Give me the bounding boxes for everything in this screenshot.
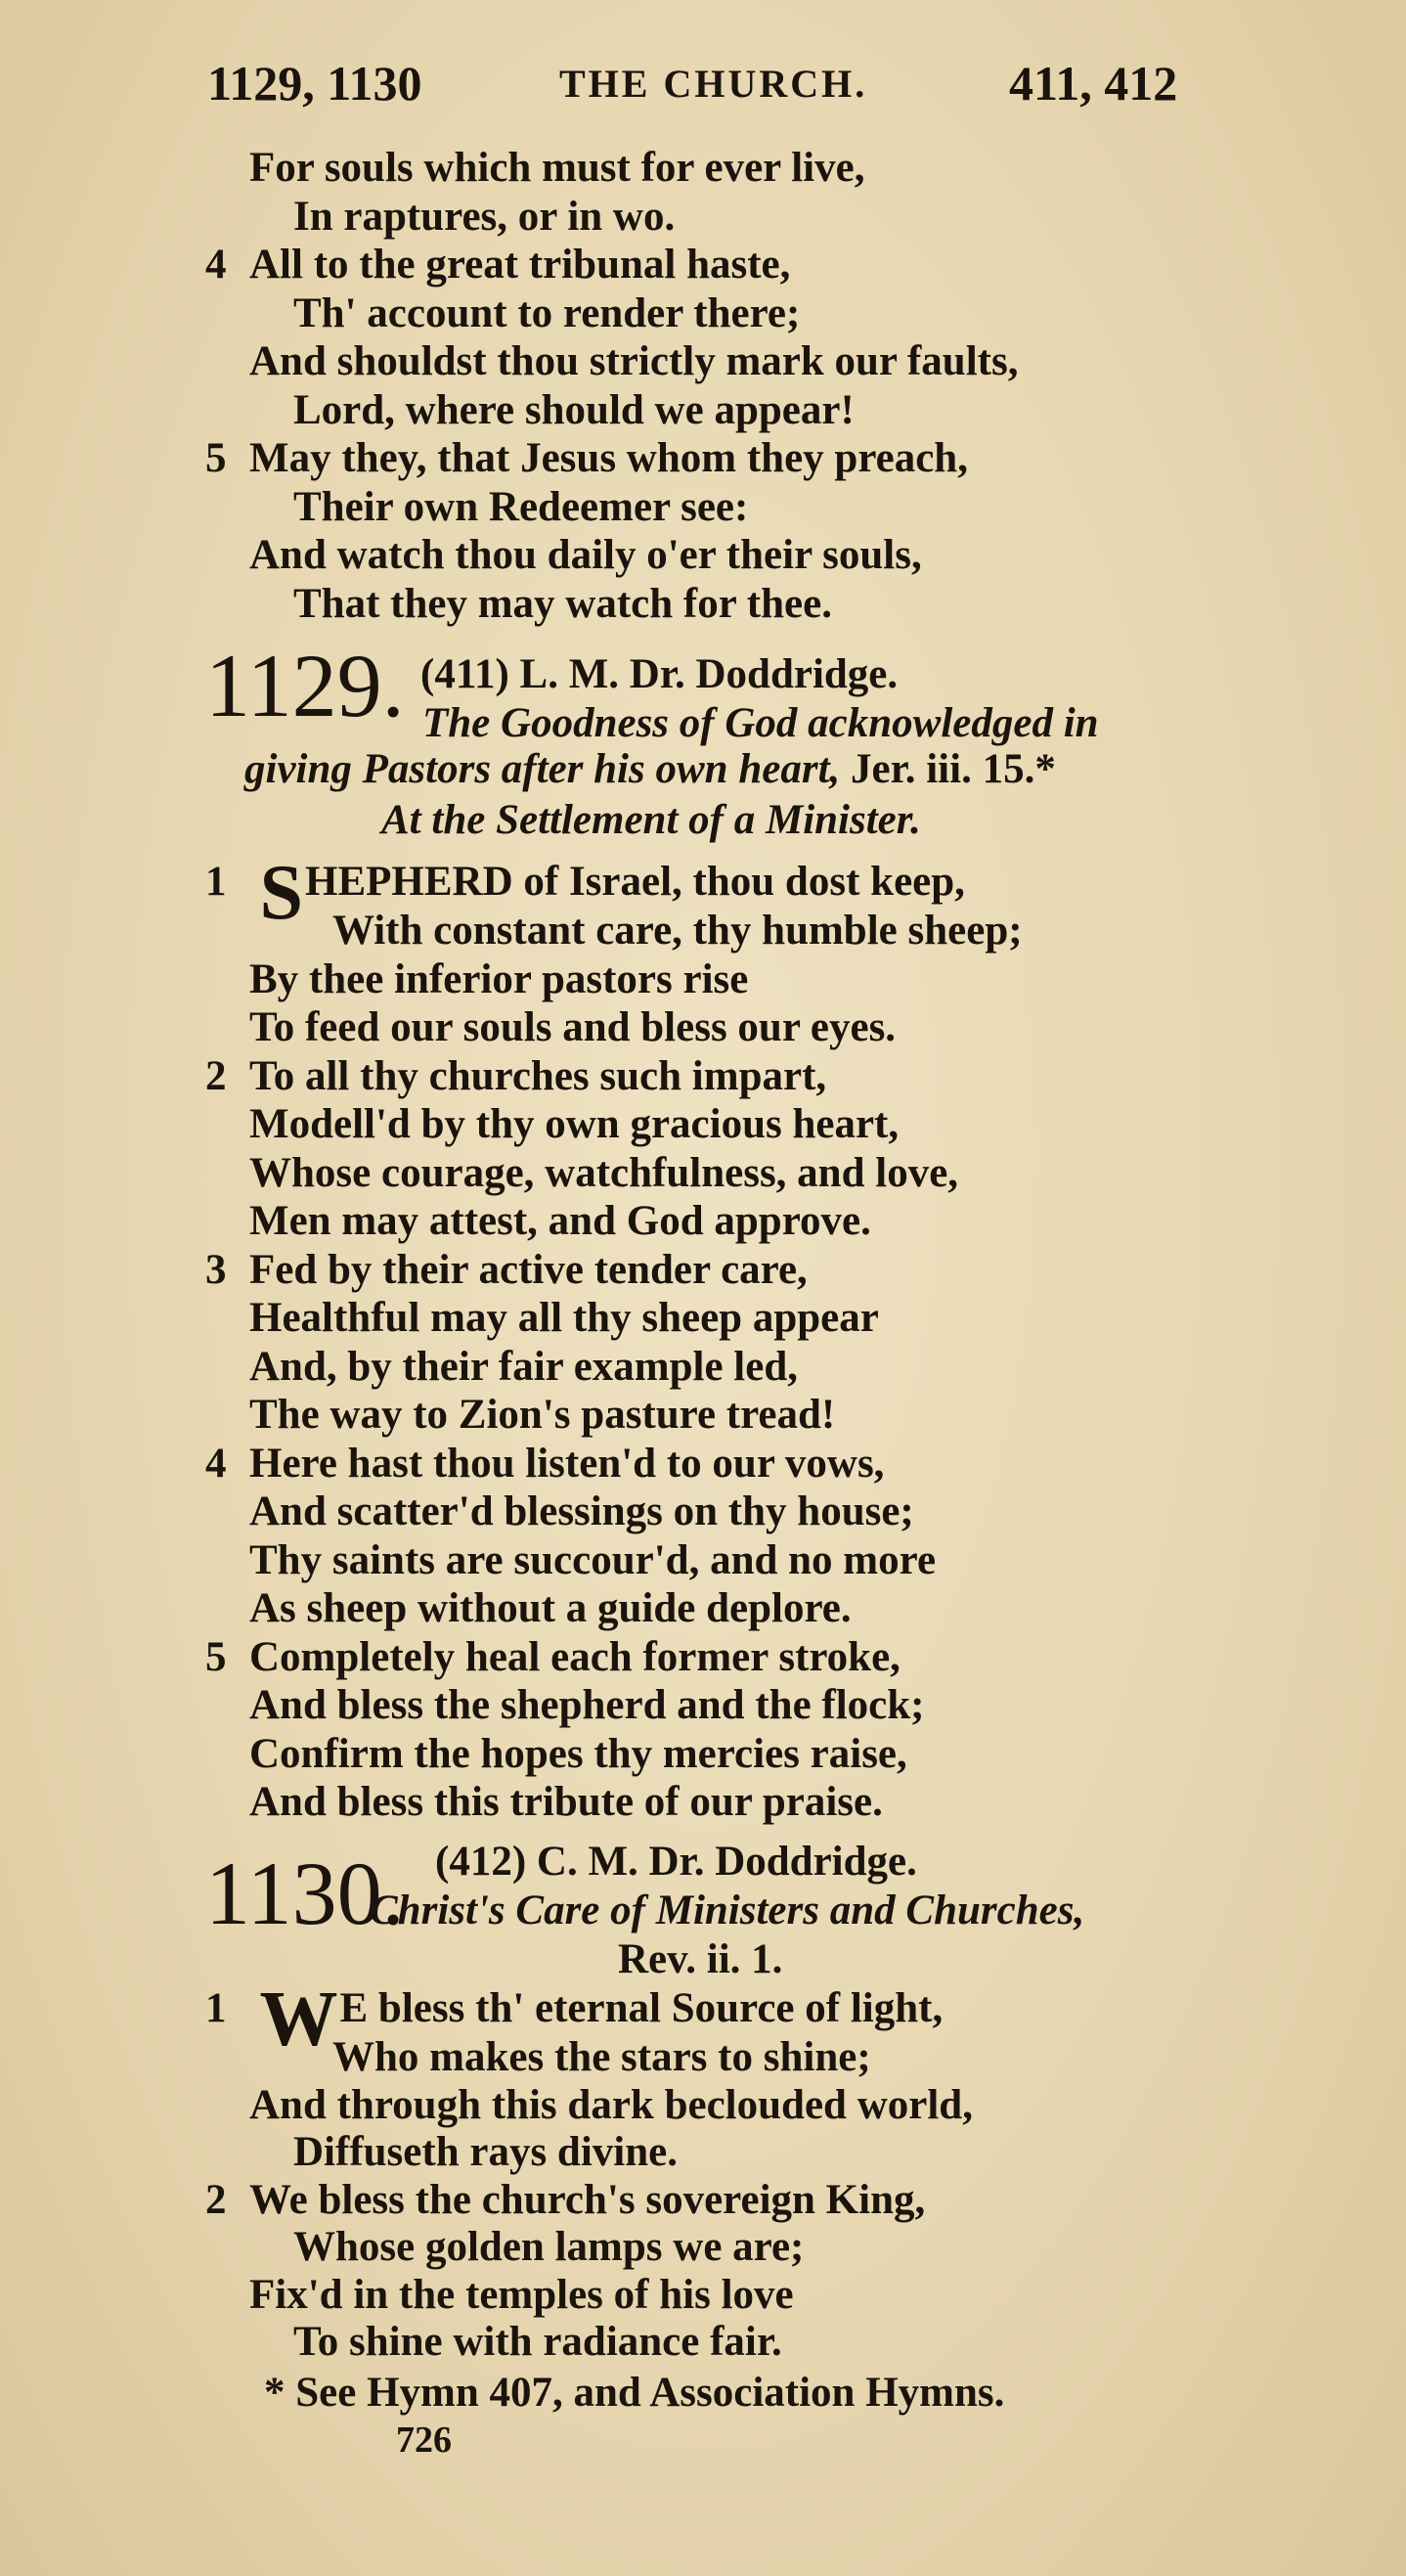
hymn-line: Modell'd by thy own gracious heart, — [249, 1101, 900, 1147]
hymn-line: Lord, where should we appear! — [293, 386, 855, 433]
hymn-line: Men may attest, and God approve. — [249, 1198, 871, 1244]
hymn-line: And watch thou daily o'er their souls, — [249, 532, 922, 578]
verse-number: 1 — [205, 1985, 227, 2031]
hymn-line: Their own Redeemer see: — [293, 483, 749, 530]
hymn-line: That they may watch for thee. — [293, 580, 832, 627]
hymn-line: Diffuseth rays divine. — [293, 2129, 678, 2175]
footnote: * See Hymn 407, and Association Hymns. — [264, 2370, 1005, 2416]
hymn-1130-subtitle: Christ's Care of Ministers and Churches, — [370, 1888, 1085, 1933]
hymn-line: By thee inferior pastors rise — [249, 955, 749, 1002]
verse-number: 3 — [205, 1246, 227, 1293]
hymn-line: With constant care, thy humble sheep; — [332, 908, 1023, 954]
hymn-line: Confirm the hopes thy mercies raise, — [249, 1730, 907, 1777]
verse-number: 1 — [205, 859, 227, 905]
hymn-line: Fed by their active tender care, — [249, 1246, 808, 1293]
hymn-line: Whose courage, watchfulness, and love, — [249, 1149, 959, 1196]
hymn-line: To all thy churches such impart, — [249, 1052, 827, 1099]
hymn-line: To feed our souls and bless our eyes. — [249, 1004, 897, 1050]
hymn-line: May they, that Jesus whom they preach, — [249, 435, 968, 481]
hymn-line: Th' account to render there; — [293, 289, 801, 336]
hymn-1129-subtitle: The Goodness of God acknowledged in — [422, 700, 1099, 746]
hymn-line: Completely heal each former stroke, — [249, 1633, 901, 1680]
hymn-line: Whose golden lamps we are; — [293, 2224, 805, 2270]
verse-number: 4 — [205, 1440, 227, 1487]
page-number: 726 — [396, 2420, 452, 2461]
hymn-line: And bless this tribute of our praise. — [249, 1779, 883, 1825]
header-left-text: 1129, 1130 — [207, 56, 422, 111]
hymn-line: Healthful may all thy sheep appear — [249, 1295, 879, 1341]
hymn-number-1130: 1130. — [205, 1843, 405, 1943]
hymn-line: The way to Zion's pasture tread! — [249, 1392, 836, 1438]
hymn-line-text: HEPHERD of Israel, thou dost keep, — [305, 859, 965, 905]
hymn-line: As sheep without a guide deplore. — [249, 1585, 852, 1631]
hymn-line: And bless the shepherd and the flock; — [249, 1682, 925, 1728]
hymn-1129-meter: (411) L. M. Dr. Doddridge. — [420, 651, 899, 697]
hymn-1129-occasion: At the Settlement of a Minister. — [381, 797, 921, 843]
hymn-line-text: E bless th' eternal Source of light, — [339, 1985, 944, 2031]
verse-number: 5 — [205, 1633, 227, 1680]
hymn-1130-scripture-ref: Rev. ii. 1. — [618, 1936, 783, 1982]
drop-cap: W — [259, 1976, 338, 2063]
hymn-1129-scripture-ref: Jer. iii. 15.* — [840, 746, 1056, 792]
running-header-left — [207, 56, 422, 111]
hymn-1130-meter: (412) C. M. Dr. Doddridge. — [435, 1839, 917, 1885]
hymn-line: In raptures, or in wo. — [293, 193, 676, 240]
verse-number: 5 — [205, 435, 227, 481]
verse-number: 2 — [205, 1052, 227, 1099]
hymn-1129-subtitle-2 — [244, 748, 1056, 790]
hymn-line: All to the great tribunal haste, — [249, 242, 791, 288]
hymn-line: To shine with radiance fair. — [293, 2319, 782, 2365]
hymn-line: And shouldst thou strictly mark our faults, — [249, 338, 1019, 384]
verse-number: 2 — [205, 2176, 227, 2223]
hymn-line: And, by their fair example led, — [249, 1343, 798, 1390]
running-header-title — [559, 62, 868, 106]
hymn-number-1129: 1129. — [205, 636, 405, 735]
hymn-line: And scatter'd blessings on thy house; — [249, 1488, 914, 1534]
hymn-line: Who makes the stars to shine; — [332, 2034, 871, 2080]
hymn-line: Here hast thou listen'd to our vows, — [249, 1440, 885, 1487]
hymn-line: Thy saints are succour'd, and no more — [249, 1536, 937, 1583]
hymn-1129-subtitle-2-text: giving Pastors after his own heart, — [244, 746, 841, 792]
header-title-text: THE CHURCH. — [559, 62, 868, 106]
hymn-line: Fix'd in the temples of his love — [249, 2271, 794, 2318]
drop-cap: S — [259, 850, 303, 936]
hymn-line: For souls which must for ever live, — [249, 145, 865, 191]
running-header-right — [1009, 56, 1178, 111]
hymn-line: We bless the church's sovereign King, — [249, 2176, 926, 2223]
verse-number: 4 — [205, 242, 227, 288]
hymn-line: And through this dark beclouded world, — [249, 2081, 973, 2128]
header-right-text: 411, 412 — [1009, 56, 1178, 111]
